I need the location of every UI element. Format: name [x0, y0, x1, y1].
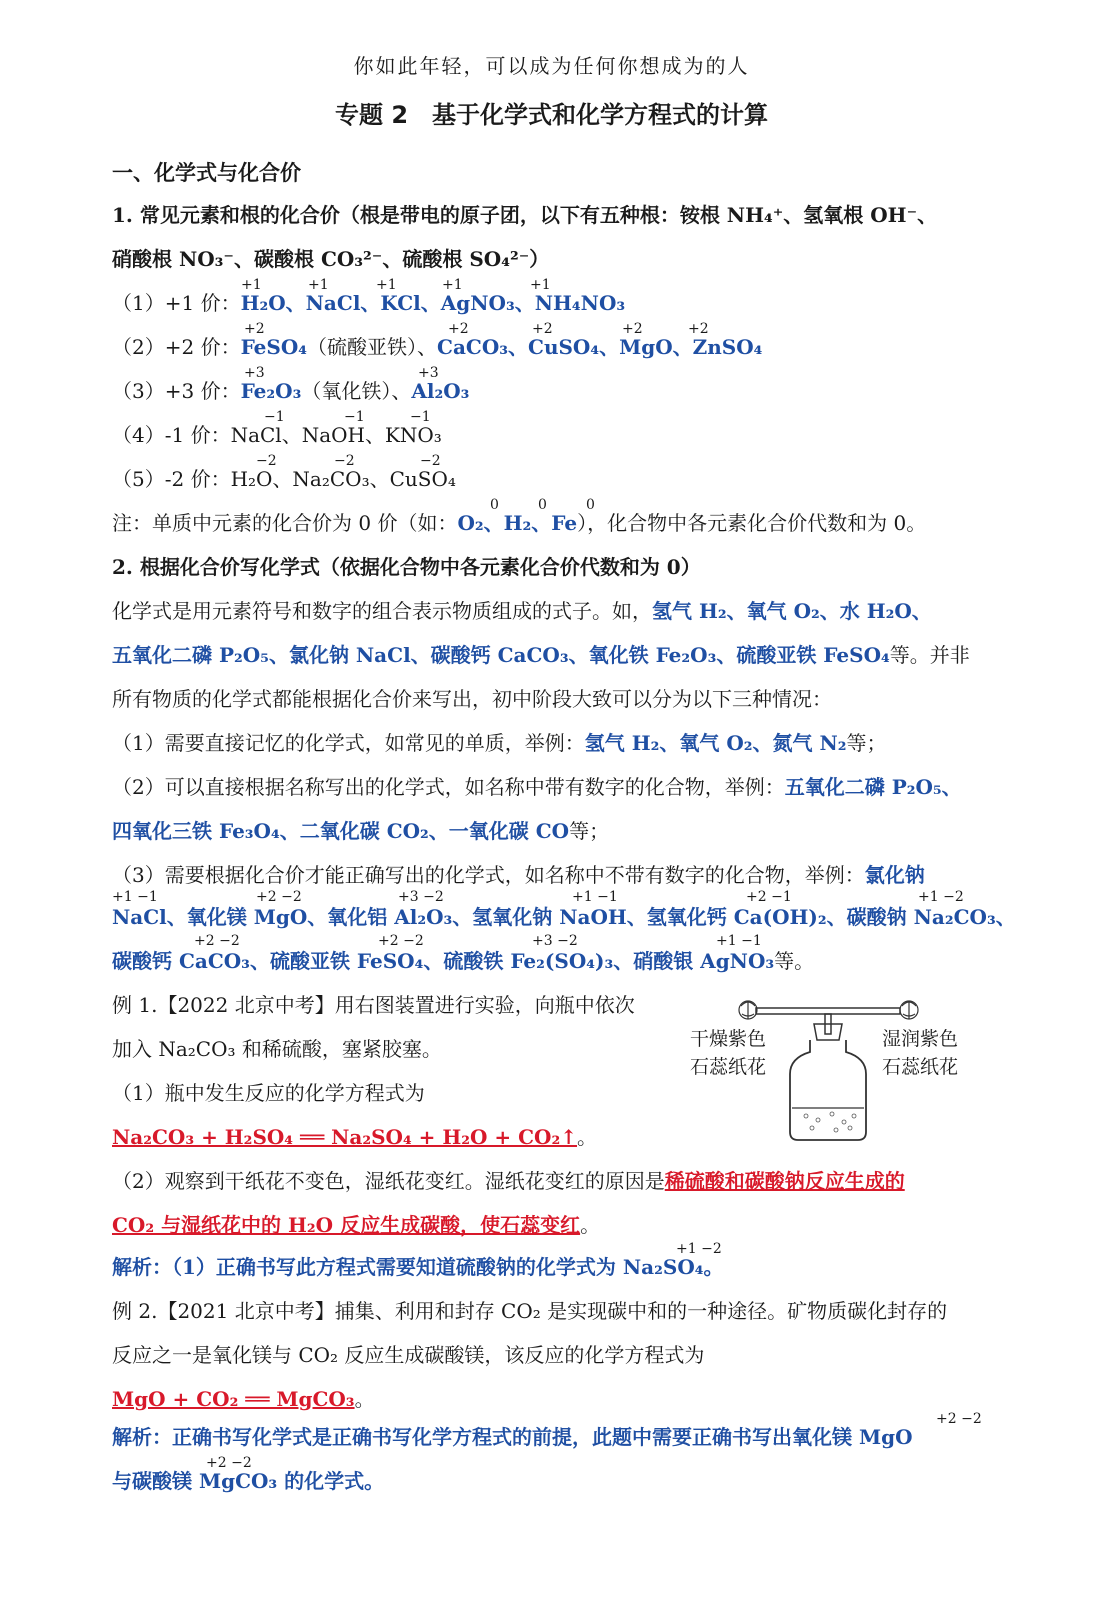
section-heading: 一、化学式与化合价 — [112, 161, 301, 185]
answer-line: Na₂CO₃ + H₂SO₄ ══ Na₂SO₄ + H₂O + CO₂↑。 — [112, 1125, 597, 1149]
oxidation-mark: +3 −2 — [532, 933, 578, 949]
text-line: （4）-1 价：NaCl、NaOH、KNO₃ — [112, 423, 442, 447]
right-flower-label: 湿润紫色 — [882, 1028, 959, 1050]
text-line: 反应之一是氧化镁与 CO₂ 反应生成碳酸镁，该反应的化学方程式为 — [112, 1343, 705, 1367]
oxidation-mark: −2 — [334, 453, 355, 469]
analysis-line: 与碳酸镁 MgCO₃ 的化学式。 — [112, 1469, 385, 1493]
text-line: （1）瓶中发生反应的化学方程式为 — [112, 1081, 425, 1105]
flower-icon — [900, 1001, 918, 1019]
oxidation-mark: +1 — [241, 277, 262, 293]
analysis-line: 解析：正确书写化学式是正确书写化学方程式的前提，此题中需要正确书写出氧化镁 MgO — [112, 1425, 913, 1449]
right-flower-label: 石蕊纸花 — [882, 1056, 959, 1078]
oxidation-mark: +1 — [308, 277, 329, 293]
oxidation-mark: +2 −2 — [378, 933, 424, 949]
answer-line: MgO + CO₂ ══ MgCO₃。 — [112, 1387, 375, 1411]
oxidation-mark: +2 — [448, 321, 469, 337]
oxidation-mark: +1 −1 — [572, 889, 618, 905]
answer-line: CO₂ 与湿纸花中的 H₂O 反应生成碳酸，使石蕊变红。 — [112, 1213, 601, 1237]
page-header: 你如此年轻，可以成为任何你想成为的人 — [353, 54, 750, 78]
text-line: 加入 Na₂CO₃ 和稀硫酸，塞紧胶塞。 — [112, 1037, 442, 1061]
oxidation-mark: 0 — [538, 497, 547, 513]
oxidation-mark: 0 — [490, 497, 499, 513]
flower-icon — [739, 1001, 757, 1019]
oxidation-mark: +1 — [376, 277, 397, 293]
text-line: 2. 根据化合价写化学式（依据化合物中各元素化合价代数和为 0） — [112, 555, 701, 579]
analysis-line: 解析：（1）正确书写此方程式需要知道硫酸钠的化学式为 Na₂SO₄。 — [112, 1255, 724, 1279]
oxidation-mark: +2 — [688, 321, 709, 337]
oxidation-mark: +1 −1 — [716, 933, 762, 949]
text-line: NaCl、氧化镁 MgO、氧化铝 Al₂O₃、氢氧化钠 NaOH、氢氧化钙 Ca(OH)₂、碳酸钠 Na₂CO₃、 — [112, 905, 1016, 929]
oxidation-mark: −1 — [344, 409, 365, 425]
oxidation-mark: +2 — [622, 321, 643, 337]
oxidation-mark: +1 −2 — [676, 1241, 722, 1257]
oxidation-mark: −2 — [256, 453, 277, 469]
oxidation-mark: +1 −2 — [918, 889, 964, 905]
oxidation-mark: +3 — [244, 365, 265, 381]
text-line: （2）可以直接根据名称写出的化学式，如名称中带有数字的化合物，举例：五氧化二磷 P₂O₅、 — [112, 775, 962, 799]
text-line: （3）+3 价：Fe₂O₃（氧化铁）、Al₂O₃ — [112, 379, 470, 403]
oxidation-mark: 0 — [586, 497, 595, 513]
apparatus-figure — [686, 996, 986, 1146]
text-line: （2）+2 价：FeSO₄（硫酸亚铁）、CaCO₃、CuSO₄、MgO、ZnSO₄ — [112, 335, 763, 359]
left-flower-label: 石蕊纸花 — [690, 1056, 767, 1078]
oxidation-mark: +2 −1 — [746, 889, 792, 905]
text-line: 化学式是用元素符号和数字的组合表示物质组成的式子。如，氢气 H₂、氧气 O₂、水 H₂O、 — [112, 599, 932, 623]
text-line: 1. 常见元素和根的化合价（根是带电的原子团，以下有五种根：铵根 NH₄⁺、氢氧根 OH⁻、 — [112, 203, 938, 227]
text-line: （5）-2 价：H₂O、Na₂CO₃、CuSO₄ — [112, 467, 456, 491]
text-line: 四氧化三铁 Fe₃O₄、二氧化碳 CO₂、一氧化碳 CO等； — [112, 819, 610, 843]
oxidation-mark: +3 −2 — [398, 889, 444, 905]
text-line: （2）观察到干纸花不变色，湿纸花变红。湿纸花变红的原因是稀硫酸和碳酸钠反应生成的 — [112, 1169, 905, 1193]
text-line: 五氧化二磷 P₂O₅、氯化钠 NaCl、碳酸钙 CaCO₃、氧化铁 Fe₂O₃、硫酸亚铁 FeSO₄等。并非 — [112, 643, 970, 667]
oxidation-mark: −1 — [264, 409, 285, 425]
text-line: 例 1.【2022 北京中考】用右图装置进行实验，向瓶中依次 — [112, 993, 635, 1017]
oxidation-mark: +1 — [530, 277, 551, 293]
oxidation-mark: +2 — [244, 321, 265, 337]
text-line: 所有物质的化学式都能根据化合价来写出，初中阶段大致可以分为以下三种情况： — [112, 687, 832, 711]
oxidation-mark: +2 −2 — [206, 1455, 252, 1471]
oxidation-mark: +1 −1 — [112, 889, 158, 905]
text-line: 例 2.【2021 北京中考】捕集、利用和封存 CO₂ 是实现碳中和的一种途径。矿物质碳化封存的 — [112, 1299, 948, 1323]
oxidation-mark: +2 — [532, 321, 553, 337]
text-line: 注：单质中元素的化合价为 0 价（如：O₂、H₂、Fe），化合物中各元素化合价代数和为 0。 — [112, 511, 927, 535]
oxidation-mark: +2 −2 — [936, 1411, 982, 1427]
oxidation-mark: +2 −2 — [256, 889, 302, 905]
oxidation-mark: +3 — [418, 365, 439, 381]
oxidation-mark: +2 −2 — [194, 933, 240, 949]
page-title: 专题 2 基于化学式和化学方程式的计算 — [334, 101, 769, 129]
text-line: 碳酸钙 CaCO₃、硫酸亚铁 FeSO₄、硫酸铁 Fe₂(SO₄)₃、硝酸银 AgNO₃等。 — [112, 949, 815, 973]
oxidation-mark: +1 — [442, 277, 463, 293]
oxidation-mark: −1 — [410, 409, 431, 425]
oxidation-mark: −2 — [420, 453, 441, 469]
text-line: （1）+1 价：H₂O、NaCl、KCl、AgNO₃、NH₄NO₃ — [112, 291, 626, 315]
text-line: 硝酸根 NO₃⁻、碳酸根 CO₃²⁻、硫酸根 SO₄²⁻） — [112, 247, 550, 271]
text-line: （3）需要根据化合价才能正确写出的化学式，如名称中不带有数字的化合物，举例：氯化钠 — [112, 863, 925, 887]
left-flower-label: 干燥紫色 — [690, 1028, 767, 1050]
text-line: （1）需要直接记忆的化学式，如常见的单质，举例：氢气 H₂、氧气 O₂、氮气 N₂等； — [112, 731, 887, 755]
